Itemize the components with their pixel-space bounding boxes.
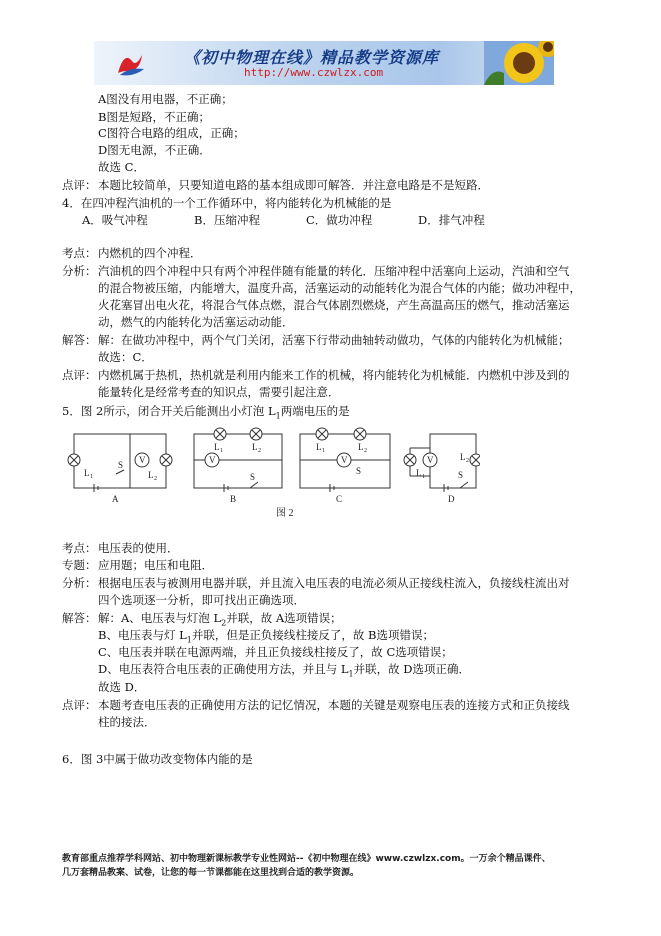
q5-jieda-line-c: C、电压表并联在电源两端，并且正负接线柱接反了，故 C选项错误； bbox=[98, 645, 453, 659]
q4-kaodian-label: 考点： bbox=[62, 246, 97, 260]
q5-question-prefix: 5．图 2所示，闭合开关后能测出小灯泡 L bbox=[62, 404, 276, 418]
circuit-a-s: S bbox=[118, 460, 124, 470]
q3-answer: 故选 C． bbox=[98, 160, 145, 174]
circuit-d-v: V bbox=[427, 455, 434, 465]
q4-dianping-line: 能量转化是经常考查的知识点，需要引起注意． bbox=[98, 385, 340, 399]
q4-answer: 故选：C． bbox=[98, 350, 153, 364]
q4-question: 4．在四冲程汽油机的一个工作循环中，将内能转化为机械能的是 bbox=[62, 196, 392, 210]
q5-zhuanti: 应用题；电压和电阻． bbox=[98, 558, 213, 572]
page-footer bbox=[62, 852, 602, 880]
circuit-b-l1: L bbox=[214, 442, 220, 452]
q5-kaodian: 电压表的使用． bbox=[98, 541, 179, 555]
q5-jieda-b-text: B、电压表与灯 L bbox=[98, 628, 187, 642]
circuit-c-s: S bbox=[356, 466, 362, 476]
q5-jieda-b-sub: 1 bbox=[186, 635, 192, 645]
circuit-c-letter: C bbox=[336, 494, 343, 504]
q3-comment-label: 点评： bbox=[62, 178, 97, 192]
circuit-c-v: V bbox=[341, 455, 348, 465]
q4-jieda-line: 解：在做功冲程中，两个气门关闭，活塞下行带动曲轴转动做功，气体的内能转化为机械能； bbox=[98, 333, 570, 347]
circuit-d-l2: L bbox=[460, 452, 466, 462]
q3-option-a: A图没有用电器，不正确； bbox=[98, 92, 233, 106]
circuit-c-sub2: 2 bbox=[364, 448, 367, 454]
q5-zhuanti-label: 专题： bbox=[62, 558, 97, 572]
site-logo-icon bbox=[114, 47, 146, 79]
circuit-a-sub1: 1 bbox=[90, 474, 93, 480]
q4-kaodian: 内燃机的四个冲程． bbox=[98, 246, 202, 260]
circuit-d-letter: D bbox=[448, 494, 455, 504]
q5-dianping-line: 柱的接法． bbox=[98, 715, 156, 729]
banner-url[interactable]: http://www.czwlzx.com bbox=[244, 66, 384, 79]
circuit-a-v: V bbox=[139, 455, 146, 465]
circuit-a-l1: L bbox=[84, 468, 90, 478]
q5-jieda-d-text: D、电压表符合电压表的正确使用方法，并且与 L bbox=[98, 662, 349, 676]
q4-choice-d: D．排气冲程 bbox=[418, 213, 485, 227]
q3-option-b: B图是短路，不正确； bbox=[98, 110, 210, 124]
q4-dianping-line: 内燃机属于热机，热机就是利用内能来工作的机械，将内能转化为机械能．内燃机中涉及到的 bbox=[98, 368, 570, 382]
q4-fenxi-line: 动，燃气的内能转化为活塞运动动能． bbox=[98, 315, 294, 329]
figure-caption: 图 2 bbox=[276, 508, 294, 519]
circuit-figure bbox=[60, 420, 480, 522]
banner-title: 《初中物理在线》精品教学资源库 bbox=[184, 48, 440, 67]
q6-question: 6．图 3中属于做功改变物体内能的是 bbox=[62, 752, 253, 766]
q5-answer: 故选 D． bbox=[98, 680, 146, 694]
q4-fenxi-line: 火花塞冒出电火花，将混合气体点燃，混合气体剧烈燃烧，产生高温高压的燃气，推动活塞运 bbox=[98, 298, 570, 312]
q5-jieda-line-d bbox=[98, 662, 470, 681]
q4-fenxi-label: 分析： bbox=[62, 264, 97, 278]
circuit-d-l1: L bbox=[416, 468, 422, 478]
q4-choice-b: B．压缩冲程 bbox=[194, 213, 260, 227]
q5-fenxi-line: 四个选项逐一分析，即可找出正确选项． bbox=[98, 593, 305, 607]
q5-jieda-b-tail: 并联，但是正负接线柱接反了，故 B选项错误； bbox=[191, 628, 434, 642]
q3-comment: 本题比较简单，只要知道电路的基本组成即可解答．并注意电路是不是短路． bbox=[98, 178, 489, 192]
circuit-b-v: V bbox=[209, 455, 216, 465]
circuit-b-s: S bbox=[250, 472, 256, 482]
q5-dianping-label: 点评： bbox=[62, 698, 97, 712]
q4-choice-a: A．吸气冲程 bbox=[82, 213, 148, 227]
q3-option-d: D图无电源，不正确． bbox=[98, 143, 211, 157]
q4-choice-c: C．做功冲程 bbox=[306, 213, 373, 227]
header-banner bbox=[94, 41, 554, 85]
circuit-c-sub1: 1 bbox=[322, 448, 325, 454]
circuit-a-letter: A bbox=[112, 494, 119, 504]
q4-fenxi-line: 的混合物被压缩，内能增大，温度升高，活塞运动的动能转化为混合气体的内能；做功冲程中， bbox=[98, 281, 581, 295]
circuit-b-sub1: 1 bbox=[220, 448, 223, 454]
q5-kaodian-label: 考点： bbox=[62, 541, 97, 555]
q4-jieda-label: 解答： bbox=[62, 333, 97, 347]
circuit-d-sub1: 1 bbox=[422, 474, 425, 480]
q5-fenxi-line: 根据电压表与被测用电器并联，并且流入电压表的电流必须从正接线柱流入，负接线柱流出对 bbox=[98, 576, 570, 590]
circuit-c-l2: L bbox=[358, 442, 364, 452]
circuit-d-s: S bbox=[458, 470, 464, 480]
q5-jieda-a-sub: 2 bbox=[221, 618, 227, 628]
q5-jieda-label: 解答： bbox=[62, 611, 97, 625]
q5-dianping-line: 本题考查电压表的正确使用方法的记忆情况，本题的关键是观察电压表的连接方式和正负接线 bbox=[98, 698, 570, 712]
q4-dianping-label: 点评： bbox=[62, 368, 97, 382]
circuit-a-sub2: 2 bbox=[154, 476, 157, 482]
circuit-d-sub2: 2 bbox=[466, 458, 469, 464]
circuit-c-l1: L bbox=[316, 442, 322, 452]
circuit-b-sub2: 2 bbox=[258, 448, 261, 454]
circuit-b-l2: L bbox=[252, 442, 258, 452]
q5-fenxi-label: 分析： bbox=[62, 576, 97, 590]
q5-jieda-d-tail: 并联，故 D选项正确． bbox=[353, 662, 470, 676]
q5-jieda-a-tail: 并联，故 A选项错误； bbox=[226, 611, 342, 625]
q5-jieda-d-sub: 1 bbox=[348, 669, 354, 679]
circuit-b-letter: B bbox=[230, 494, 237, 504]
q5-question-suffix: 两端电压的是 bbox=[280, 404, 350, 418]
footer-line: 几万套精品教案、试卷，让您的每一节课都能在这里找到合适的教学资源。 bbox=[62, 868, 360, 878]
q5-question-sub: 1 bbox=[275, 411, 281, 421]
circuit-b bbox=[194, 428, 282, 492]
sunflower-icon bbox=[484, 41, 554, 85]
circuit-a-l2: L bbox=[148, 470, 154, 480]
q5-jieda-a-text: 解：A、电压表与灯泡 L bbox=[98, 611, 222, 625]
footer-line: 教育部重点推荐学科网站、初中物理新课标教学专业性网站--《初中物理在线》www.czwlzx.com。一万余个精品课件、 bbox=[62, 854, 551, 864]
q3-option-c: C图符合电路的组成，正确； bbox=[98, 126, 245, 140]
q4-fenxi-line: 汽油机的四个冲程中只有两个冲程伴随有能量的转化．压缩冲程中活塞向上运动，汽油和空气 bbox=[98, 264, 570, 278]
